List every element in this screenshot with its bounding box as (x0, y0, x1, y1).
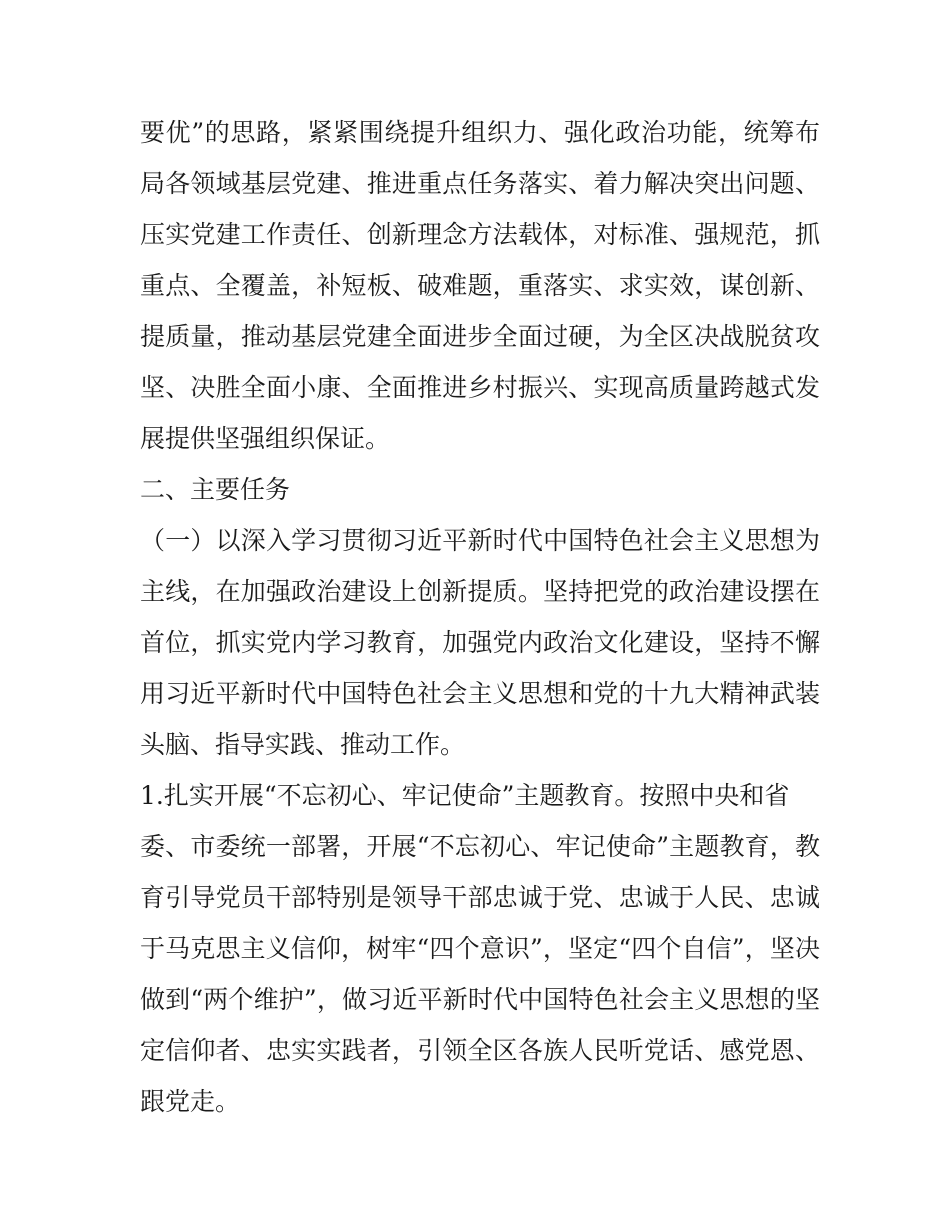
paragraph-line: 主线，在加强政治建设上创新提质。坚持把党的政治建设摆在 (140, 577, 820, 606)
paragraph-line: 定信仰者、忠实实践者，引领全区各族人民听党话、感党恩、 (140, 1036, 820, 1065)
paragraph-line: 做到“两个维护”，做习近平新时代中国特色社会主义思想的坚 (140, 985, 820, 1014)
paragraph-line-end: 头脑、指导实践、推动工作。 (140, 730, 466, 759)
paragraph-line: 首位，抓实党内学习教育，加强党内政治文化建设，坚持不懈 (140, 628, 820, 657)
paragraph-line: 要优”的思路，紧紧围绕提升组织力、强化政治功能，统筹布 (140, 118, 820, 147)
paragraph-line: 坚、决胜全面小康、全面推进乡村振兴、实现高质量跨越式发 (140, 373, 820, 402)
paragraph-line: 育引导党员干部特别是领导干部忠诚于党、忠诚于人民、忠诚 (140, 883, 820, 912)
paragraph-line: 提质量，推动基层党建全面进步全面过硬，为全区决战脱贫攻 (140, 322, 820, 351)
subsection-line: （一）以深入学习贯彻习近平新时代中国特色社会主义思想为 (140, 526, 820, 555)
paragraph-line: 于马克思主义信仰，树牢“四个意识”，坚定“四个自信”，坚决 (140, 934, 820, 963)
paragraph-line: 重点、全覆盖，补短板、破难题，重落实、求实效，谋创新、 (140, 271, 820, 300)
paragraph-line: 压实党建工作责任、创新理念方法载体，对标准、强规范，抓 (140, 220, 820, 249)
item-heading-line: 1.扎实开展“不忘初心、牢记使命”主题教育。按照中央和省 (140, 781, 790, 810)
paragraph-line: 委、市委统一部署，开展“不忘初心、牢记使命”主题教育，教 (140, 832, 820, 861)
document-body (140, 107, 820, 1127)
paragraph-line-end: 展提供坚强组织保证。 (140, 424, 391, 453)
paragraph-line: 局各领域基层党建、推进重点任务落实、着力解决突出问题、 (140, 169, 820, 198)
paragraph-line-end: 跟党走。 (140, 1087, 241, 1116)
paragraph-line: 用习近平新时代中国特色社会主义思想和党的十九大精神武装 (140, 679, 820, 708)
section-heading: 二、主要任务 (140, 475, 291, 504)
